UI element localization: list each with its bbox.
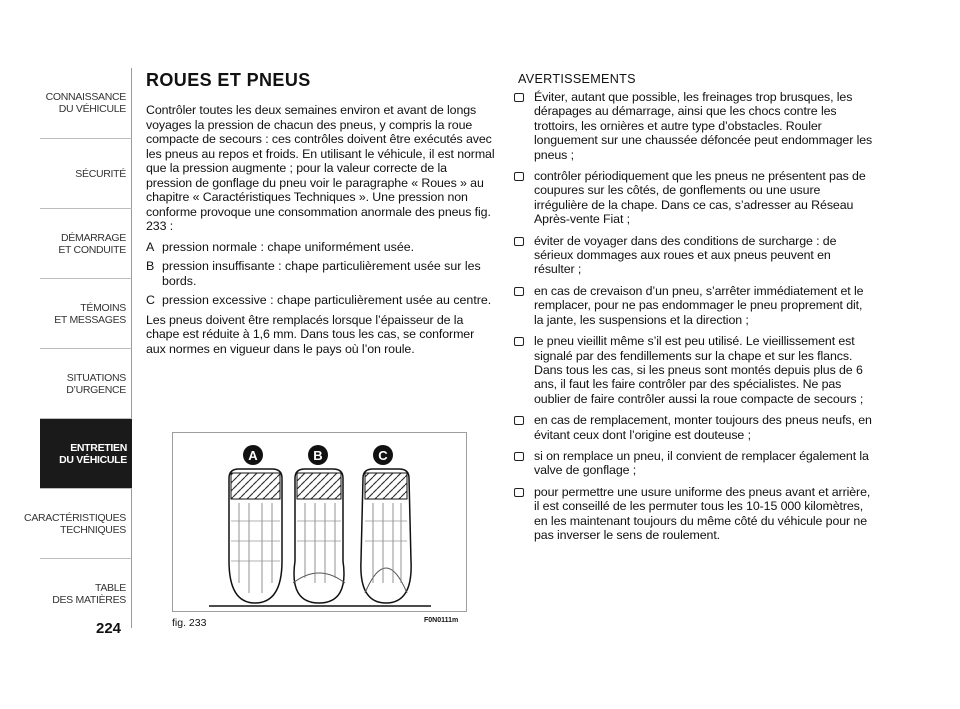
item-text: pression excessive : chape particulièrement usée au centre. bbox=[162, 293, 492, 307]
figure-code: F0N0111m bbox=[424, 617, 459, 624]
checkbox-bullet-icon bbox=[514, 416, 524, 425]
label-b-badge bbox=[308, 445, 328, 465]
sidebar-item-label: SÉCURITÉ bbox=[75, 167, 126, 180]
warning-text: le pneu vieillit même s’il est peu utilisé. Le vieillissement est signalé par des fendillements sur la chape et sur les flancs. Dans tous les cas, si les pneus sont montés depuis plus de 6 ans, il faut les faire contrôler par des spécialistes. Ne pas oublier de faire contrôler aussi la roue compacte de secours ; bbox=[534, 334, 864, 406]
outro-paragraph: Les pneus doivent être remplacés lorsque l’épaisseur de la chape est réduite à 1,6 mm. Dans tous les cas, se conformer aux normes en vigueur dans le pays où l’on roule. bbox=[146, 312, 475, 356]
warning-text: Éviter, autant que possible, les freinages trop brusques, les dérapages au démarrage, ainsi que les chocs contre les trottoirs, les ornières et autre type d’obstacles. Rouler longuement sur une chaussée défoncée peut endommager les pneus ; bbox=[534, 90, 873, 162]
item-text: pression normale : chape uniformément usée. bbox=[162, 239, 415, 254]
warning-text: pour permettre une usure uniforme des pneus avant et arrière, il est conseillé de les permuter tous les 10-15 000 kilomètres, en les maintenant toujours du même côté du véhicule pour ne pas inverser le sens de roulement. bbox=[534, 484, 871, 542]
warning-item bbox=[514, 485, 874, 543]
sidebar-item-label: ENTRETIEN DU VÉHICULE bbox=[59, 441, 127, 466]
sidebar-item-securite[interactable] bbox=[40, 138, 132, 208]
tire-b bbox=[293, 469, 345, 603]
item-text: pression insuffisante : chape particulièrement usée sur les bords. bbox=[162, 259, 481, 288]
sidebar-item-label: DÉMARRAGE ET CONDUITE bbox=[58, 231, 126, 256]
warnings-title: AVERTISSEMENTS bbox=[518, 72, 636, 86]
checkbox-bullet-icon bbox=[514, 172, 524, 181]
item-letter: B bbox=[146, 259, 155, 273]
tire-wear-figure bbox=[172, 432, 467, 612]
figure-caption: fig. 233 bbox=[172, 617, 207, 629]
intro-paragraph: Contrôler toutes les deux semaines environ et avant de longs voyages la pression de chacun des pneus, y compris la roue compacte de secours : ces contrôles doivent être exécutés avec les pneus au repos et froids. En utilisant le véhicule, il est normal que la pression augmente ; pour la valeur correcte de la pression de gonflage du pneu voir le paragraphe « Roues » au chapitre « Caractéristiques Techniques ». Une pression non conforme provoque une consommation anormale des pneus fig. 233 : bbox=[146, 103, 495, 233]
checkbox-bullet-icon bbox=[514, 237, 524, 246]
sidebar-item-temoins[interactable] bbox=[40, 278, 132, 348]
sidebar-item-label: SITUATIONS D’URGENCE bbox=[66, 371, 126, 396]
list-item bbox=[146, 240, 496, 255]
item-letter: A bbox=[146, 239, 155, 254]
warning-item bbox=[514, 449, 874, 478]
warning-item bbox=[514, 90, 874, 162]
warning-item bbox=[514, 169, 874, 227]
label-c-badge bbox=[373, 445, 393, 465]
sidebar-item-label: TABLE DES MATIÈRES bbox=[52, 581, 126, 606]
tire-c bbox=[361, 469, 411, 603]
item-letter: C bbox=[146, 293, 155, 307]
warning-text: en cas de crevaison d’un pneu, s’arrêter immédiatement et le remplacer, pour ne pas endommager le pneu proprement dit, la jante, les suspensions et la direction ; bbox=[534, 283, 864, 327]
label-c: C bbox=[378, 448, 388, 463]
page-title: ROUES ET PNEUS bbox=[146, 70, 311, 90]
tire-a bbox=[229, 469, 282, 603]
warning-item bbox=[514, 413, 874, 442]
sidebar-item-caracteristiques[interactable] bbox=[24, 488, 132, 558]
sidebar-item-connaissance[interactable] bbox=[40, 68, 132, 138]
warning-text: contrôler périodiquement que les pneus ne présentent pas de coupures sur les côtés, de gonflements ou une usure irrégulière de la chape. Dans ce cas, s’adresser au Réseau Après-vente Fiat ; bbox=[534, 169, 866, 227]
tire-wear-illustration bbox=[173, 433, 466, 611]
sidebar-item-label: CARACTÉRISTIQUES TECHNIQUES bbox=[24, 511, 126, 536]
page-number: 224 bbox=[96, 620, 122, 637]
main-column bbox=[146, 70, 496, 362]
sidebar-item-demarrage[interactable] bbox=[40, 208, 132, 278]
list-item bbox=[146, 259, 496, 288]
sidebar-item-situations[interactable] bbox=[40, 348, 132, 418]
warnings-column bbox=[514, 72, 874, 549]
warning-text: en cas de remplacement, monter toujours des pneus neufs, en évitant ceux dont l’origine est douteuse ; bbox=[534, 413, 872, 442]
warning-item bbox=[514, 234, 874, 277]
chapter-sidebar bbox=[24, 68, 132, 628]
warning-text: éviter de voyager dans des conditions de surcharge : de sérieux dommages aux roues et aux pneus peuvent en résulter ; bbox=[534, 233, 837, 277]
label-b: B bbox=[313, 448, 323, 463]
warning-item bbox=[514, 284, 874, 327]
sidebar-item-label: TÉMOINS ET MESSAGES bbox=[54, 301, 126, 326]
label-a: A bbox=[248, 448, 258, 463]
sidebar-item-table[interactable] bbox=[40, 558, 132, 628]
checkbox-bullet-icon bbox=[514, 488, 524, 497]
checkbox-bullet-icon bbox=[514, 287, 524, 296]
sidebar-item-entretien[interactable] bbox=[40, 418, 132, 488]
checkbox-bullet-icon bbox=[514, 337, 524, 346]
label-a-badge bbox=[243, 445, 263, 465]
sidebar-item-label: CONNAISSANCE DU VÉHICULE bbox=[45, 91, 126, 115]
warning-item bbox=[514, 334, 874, 406]
warning-text: si on remplace un pneu, il convient de remplacer également la valve de gonflage ; bbox=[534, 448, 869, 478]
checkbox-bullet-icon bbox=[514, 93, 524, 102]
checkbox-bullet-icon bbox=[514, 452, 524, 461]
list-item bbox=[146, 293, 496, 308]
